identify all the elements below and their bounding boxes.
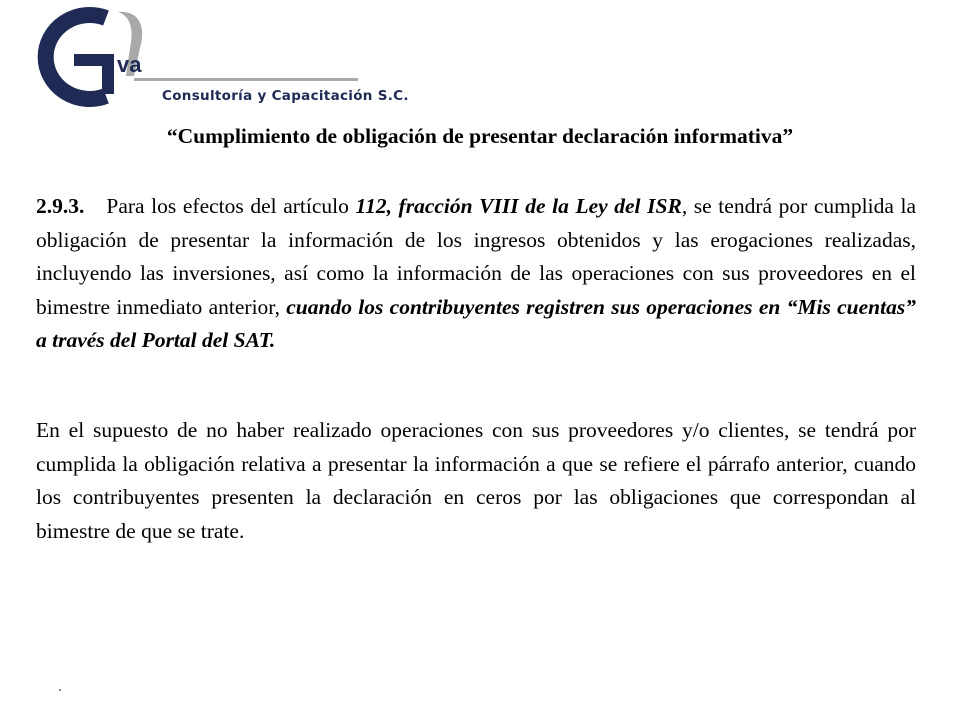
- paragraph1-intro: Para los efectos del artículo: [106, 194, 356, 218]
- slide-dot: [59, 689, 61, 691]
- rule-number: 2.9.3.: [36, 194, 85, 218]
- paragraph1-emphasis: cuando los contribuyentes registren sus operaciones en “Mis cuentas” a través del Portal del SAT.: [36, 294, 916, 352]
- company-logo: [22, 4, 409, 112]
- paragraph1-body: , se tendrá por cumplida la obligación de presentar la información de los ingresos obtenidos y las erogaciones realizadas, incluyendo las inversiones, así como la información de las operaciones con sus proveedores en el bimestre inmediato anterior,: [36, 194, 917, 319]
- document-title: “Cumplimiento de obligación de presentar declaración informativa”: [166, 124, 794, 148]
- logo-initials: va: [117, 52, 142, 77]
- logo-tagline: Consultoría y Capacitación S.C.: [162, 88, 409, 104]
- legal-reference: 112, fracción VIII de la Ley del ISR: [355, 194, 682, 218]
- paragraph-second: En el supuesto de no haber realizado operaciones con sus proveedores y/o clientes, se tendrá por cumplida la obligación relativa a presentar la información a que se refiere el párrafo anterior, cuando los contribuyentes presenten la declaración en ceros por las obligaciones que correspondan al bimestre de que se trate.: [36, 418, 916, 543]
- paragraph-rule-2-9-3: [36, 190, 916, 358]
